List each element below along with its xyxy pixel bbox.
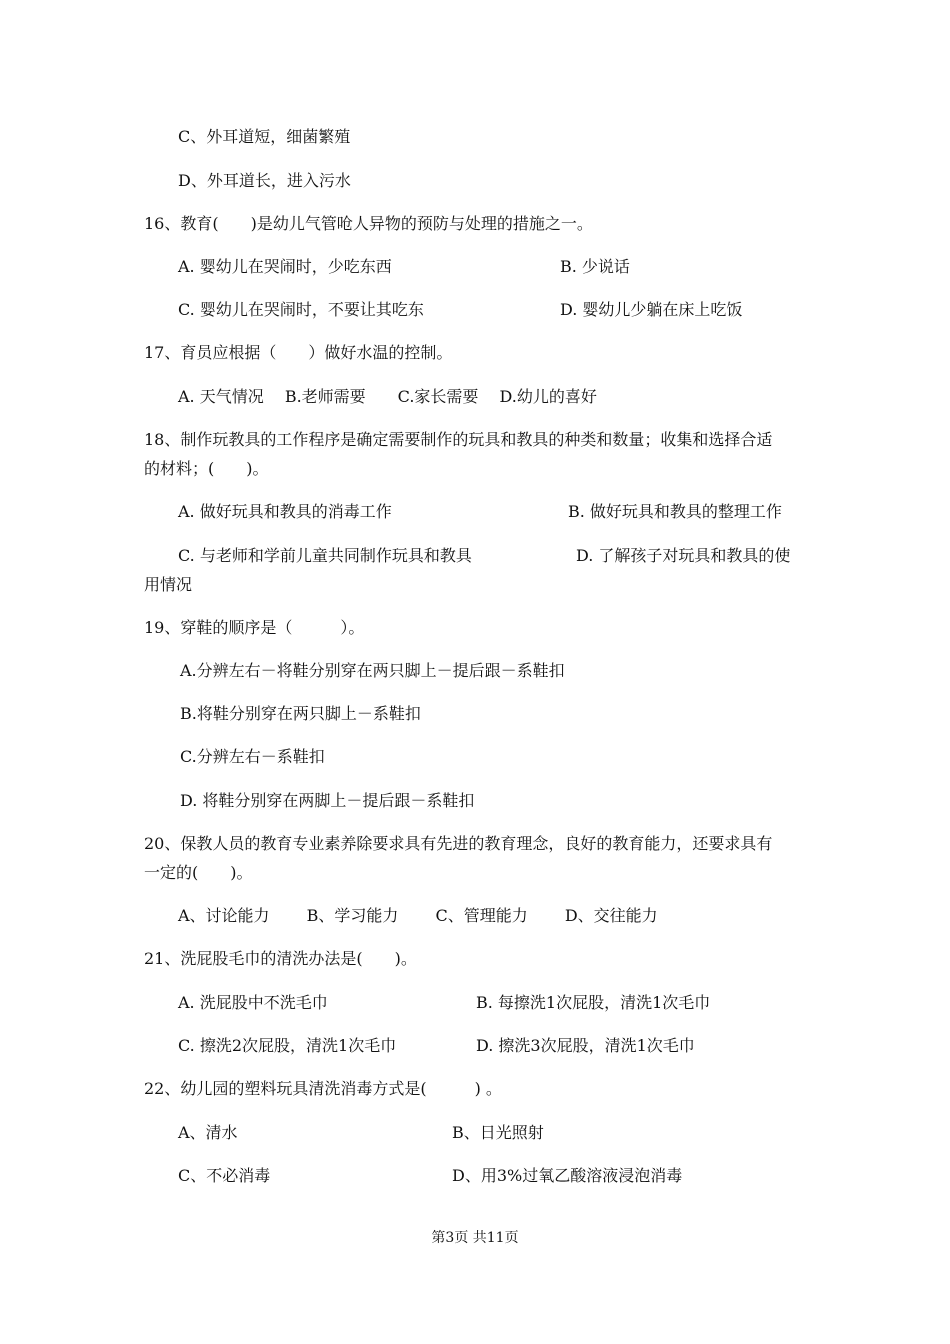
q19-option-d: D. 将鞋分别穿在两脚上－提后跟－系鞋扣 <box>180 791 475 810</box>
q22-option-a: A、清水 <box>178 1123 238 1142</box>
question-17: 17、育员应根据（ ）做好水温的控制。 <box>144 343 453 362</box>
q16-option-b: B. 少说话 <box>560 257 630 276</box>
q15-option-c: C、外耳道短，细菌繁殖 <box>178 127 351 146</box>
q18-option-d: D. 了解孩子对玩具和教具的使 <box>576 546 791 565</box>
q15-option-d: D、外耳道长，进入污水 <box>178 171 351 190</box>
question-19: 19、穿鞋的顺序是（ ）。 <box>144 618 365 637</box>
q16-option-d: D. 婴幼儿少躺在床上吃饭 <box>560 300 743 319</box>
q17-options: A. 天气情况 B.老师需要 C.家长需要 D.幼儿的喜好 <box>178 387 597 406</box>
q21-option-a: A. 洗屁股中不洗毛巾 <box>178 993 328 1012</box>
q16-option-c: C. 婴幼儿在哭闹时，不要让其吃东 <box>178 300 424 319</box>
q16-option-a: A. 婴幼儿在哭闹时，少吃东西 <box>178 257 392 276</box>
q19-option-a: A.分辨左右－将鞋分别穿在两只脚上－提后跟－系鞋扣 <box>180 661 565 680</box>
q21-option-c: C. 擦洗2次屁股，清洗1次毛巾 <box>178 1036 397 1055</box>
q18-option-c: C. 与老师和学前儿童共同制作玩具和教具 <box>178 546 472 565</box>
q19-option-c: C.分辨左右－系鞋扣 <box>180 747 325 766</box>
question-16: 16、教育( )是幼儿气管呛人异物的预防与处理的措施之一。 <box>144 214 593 233</box>
q18-option-d-continued: 用情况 <box>144 575 193 594</box>
q22-option-c: C、不必消毒 <box>178 1166 271 1185</box>
question-20-line-1: 20、保教人员的教育专业素养除要求具有先进的教育理念，良好的教育能力，还要求具有 <box>144 834 773 853</box>
question-22: 22、幼儿园的塑料玩具清洗消毒方式是( ) 。 <box>144 1079 502 1098</box>
q21-option-b: B. 每擦洗1次屁股，清洗1次毛巾 <box>476 993 711 1012</box>
page-footer: 第3页 共11页 <box>431 1230 519 1246</box>
q20-options: A、讨论能力 B、学习能力 C、管理能力 D、交往能力 <box>178 906 658 925</box>
q18-option-a: A. 做好玩具和教具的消毒工作 <box>178 502 392 521</box>
q19-option-b: B.将鞋分别穿在两只脚上－系鞋扣 <box>180 704 421 723</box>
question-18-line-2: 的材料；( )。 <box>144 459 269 478</box>
q22-option-d: D、用3%过氧乙酸溶液浸泡消毒 <box>452 1166 683 1185</box>
question-18-line-1: 18、制作玩教具的工作程序是确定需要制作的玩具和教具的种类和数量；收集和选择合适 <box>144 430 773 449</box>
question-20-line-2: 一定的( )。 <box>144 863 253 882</box>
q22-option-b: B、日光照射 <box>452 1123 544 1142</box>
question-21: 21、洗屁股毛巾的清洗办法是( )。 <box>144 949 417 968</box>
q21-option-d: D. 擦洗3次屁股，清洗1次毛巾 <box>476 1036 695 1055</box>
q18-option-b: B. 做好玩具和教具的整理工作 <box>568 502 782 521</box>
